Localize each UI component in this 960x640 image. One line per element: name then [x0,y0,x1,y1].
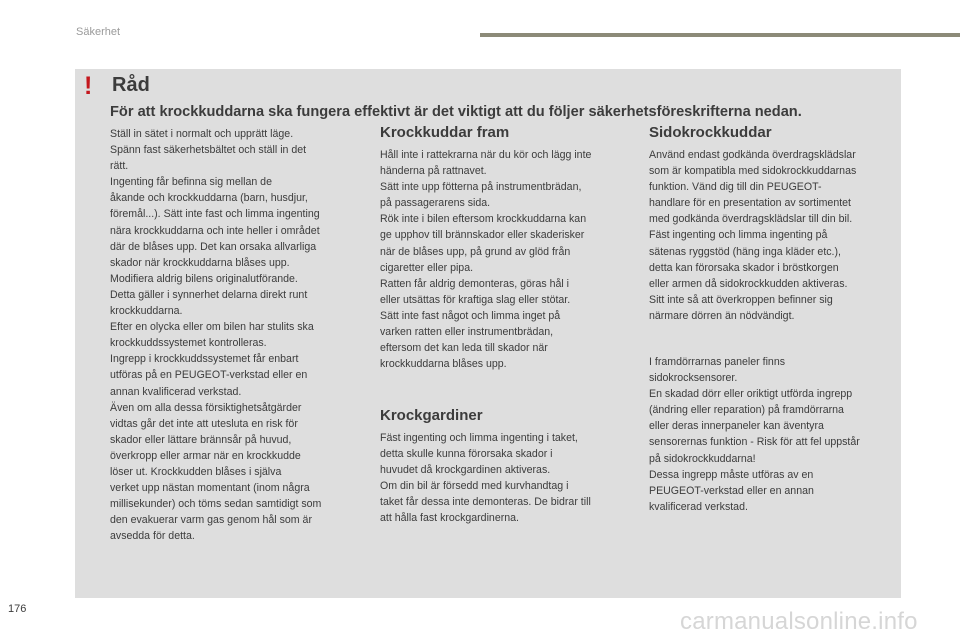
section-title: Säkerhet [76,26,121,38]
intro-text: För att krockkuddarna ska fungera effektivt är det viktigt att du följer säkerhetsföreskrifterna nedan. [110,104,802,120]
panel-title: Råd [112,74,150,96]
header-rule [480,33,960,37]
front-airbags-text: Håll inte i rattekrarna när du kör och lägg inte händerna på rattnavet. Sätt inte upp fötterna på instrumentbrädan, på passagerarens sida. Rök inte i bilen eftersom krockkuddarna kan ge upphov till brännskador eller skaderisker när de blåses upp, på grund av glöd från cigaretter eller pipa. Ratten får aldrig demonteras, göras hål i eller utsättas för kraftiga slag eller stötar. Sätt inte fast något och limma inget på varken ratten eller instrumentbrädan, eftersom det kan leda till skador när krockkuddarna blåses upp. [380,149,592,371]
side-sensors-section [649,354,899,515]
side-airbags-text: Använd endast godkända överdragsklädslar som är kompatibla med sidokrockkuddarnas funktion. Vänd dig till din PEUGEOT- handlare för en presentation av sortimentet med godkända överdragsklädslar till din bil. Fäst ingenting och limma ingenting på sätenas ryggstöd (häng inga kläder etc.), detta kan förorsaka skador i bröstkorgen eller armen då sidokrockkudden aktiveras. Sitt inte så att överkroppen befinner sig närmare dörren än nödvändigt. [649,149,857,322]
curtain-airbags-text: Fäst ingenting och limma ingenting i taket, detta skulle kunna förorsaka skador i huvudet då krockgardinen aktiveras. Om din bil är försedd med kurvhandtag i taket får dessa inte demonteras. De bidrar till att hålla fast krockgardinerna. [380,432,591,525]
page-number: 176 [8,603,27,615]
curtain-airbags-heading: Krockgardiner [380,407,483,424]
side-airbags-section [649,124,899,324]
front-airbags-heading: Krockkuddar fram [380,124,510,141]
curtain-airbags-section [380,407,630,527]
side-sensors-text: I framdörrarnas paneler finns sidokrocksensorer. En skadad dörr eller oriktigt utförda ingrepp (ändring eller reparation) på framdörrarna eller deras innerpaneler kan äventyra sensorernas funktion - Risk för att fel uppstår på sidokrockkuddarna! Dessa ingrepp måste utföras av en PEUGEOT-verkstad eller en annan kvalificerad verkstad. [649,356,860,513]
front-airbags-section [380,124,630,372]
side-airbags-heading: Sidokrockkuddar [649,124,772,141]
general-advice-column [110,126,360,544]
general-advice-text: Ställ in sätet i normalt och upprätt läge. Spänn fast säkerhetsbältet och ställ in det rätt. Ingenting får befinna sig mellan de åkande och krockkuddarna (barn, husdjur, föremål...). Sätt inte fast och limma ingenting nära krockkuddarna och inte heller i området där de blåses upp. Det kan orsaka allvarliga skador när krockkuddarna blåses upp. Modifiera aldrig bilens originalutförande. Detta gäller i synnerhet delarna direkt runt krockkuddarna. Efter en olycka eller om bilen har stulits ska krockkuddssystemet kontrolleras. Ingrepp i krockkuddssystemet får enbart utföras på en PEUGEOT-verkstad eller en annan kvalificerad verkstad. Även om alla dessa försiktighetsåtgärder vidtas går det inte att utesluta en risk för skador eller lättare brännsår på huvud, överkropp eller armar när en krockkudde löser ut. Krockkudden blåses i själva verket upp nästan momentant (inom några millisekunder) och töms sedan samtidigt som den evakuerar varm gas genom hål som är avsedda för detta. [110,128,322,543]
watermark: carmanualsonline.info [680,608,918,635]
warning-exclamation-icon: ! [84,72,93,100]
